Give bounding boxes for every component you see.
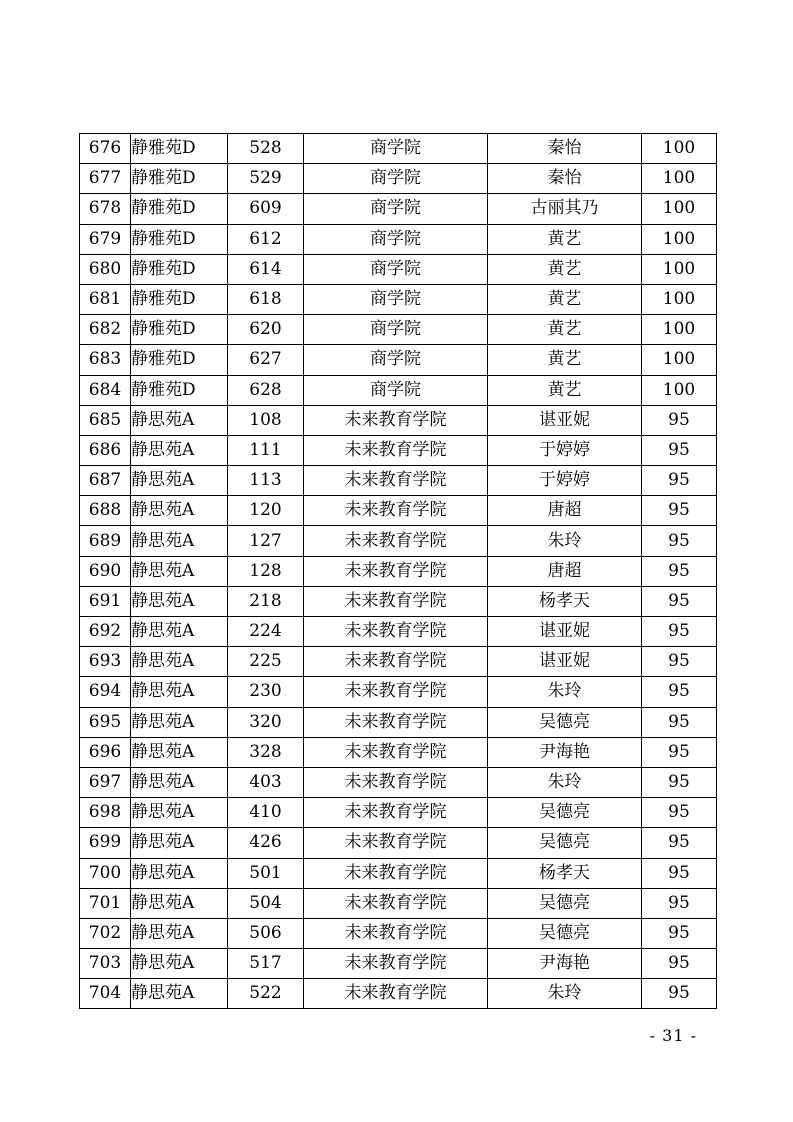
building-cell: 静思苑A: [131, 405, 228, 435]
college-cell: 未来教育学院: [304, 586, 488, 616]
college-cell: 未来教育学院: [304, 979, 488, 1009]
row-number-cell: 688: [80, 496, 131, 526]
score-cell: 100: [642, 345, 717, 375]
college-cell: 未来教育学院: [304, 617, 488, 647]
table-row: [80, 677, 717, 707]
table-row: [80, 617, 717, 647]
row-number-cell: 678: [80, 194, 131, 224]
building-cell: 静思苑A: [131, 888, 228, 918]
score-cell: 95: [642, 647, 717, 677]
score-cell: 95: [642, 435, 717, 465]
table-row: [80, 798, 717, 828]
building-cell: 静思苑A: [131, 617, 228, 647]
room-cell: 426: [228, 828, 304, 858]
room-cell: 618: [228, 284, 304, 314]
room-cell: 230: [228, 677, 304, 707]
building-cell: 静思苑A: [131, 737, 228, 767]
building-cell: 静思苑A: [131, 979, 228, 1009]
college-cell: 商学院: [304, 284, 488, 314]
room-cell: 627: [228, 345, 304, 375]
row-number-cell: 677: [80, 164, 131, 194]
score-cell: 95: [642, 617, 717, 647]
room-cell: 620: [228, 315, 304, 345]
room-cell: 127: [228, 526, 304, 556]
college-cell: 商学院: [304, 375, 488, 405]
page-number: - 31 -: [649, 1026, 697, 1045]
row-number-cell: 695: [80, 707, 131, 737]
row-number-cell: 676: [80, 134, 131, 164]
person-name-cell: 朱玲: [488, 767, 642, 797]
person-name-cell: 黄艺: [488, 284, 642, 314]
college-cell: 未来教育学院: [304, 918, 488, 948]
room-cell: 113: [228, 466, 304, 496]
college-cell: 未来教育学院: [304, 556, 488, 586]
person-name-cell: 吴德亮: [488, 888, 642, 918]
room-cell: 410: [228, 798, 304, 828]
person-name-cell: 吴德亮: [488, 828, 642, 858]
table-row: [80, 134, 717, 164]
person-name-cell: 谌亚妮: [488, 647, 642, 677]
score-cell: 95: [642, 918, 717, 948]
person-name-cell: 尹海艳: [488, 949, 642, 979]
score-cell: 95: [642, 707, 717, 737]
person-name-cell: 杨孝天: [488, 858, 642, 888]
score-cell: 100: [642, 315, 717, 345]
row-number-cell: 683: [80, 345, 131, 375]
room-cell: 529: [228, 164, 304, 194]
room-cell: 506: [228, 918, 304, 948]
college-cell: 未来教育学院: [304, 737, 488, 767]
score-cell: 100: [642, 224, 717, 254]
table-row: [80, 707, 717, 737]
college-cell: 未来教育学院: [304, 647, 488, 677]
building-cell: 静雅苑D: [131, 254, 228, 284]
person-name-cell: 吴德亮: [488, 707, 642, 737]
table-row: [80, 828, 717, 858]
row-number-cell: 682: [80, 315, 131, 345]
building-cell: 静雅苑D: [131, 224, 228, 254]
table-row: [80, 858, 717, 888]
building-cell: 静雅苑D: [131, 194, 228, 224]
row-number-cell: 690: [80, 556, 131, 586]
college-cell: 商学院: [304, 164, 488, 194]
row-number-cell: 691: [80, 586, 131, 616]
score-cell: 95: [642, 828, 717, 858]
person-name-cell: 黄艺: [488, 254, 642, 284]
building-cell: 静雅苑D: [131, 315, 228, 345]
room-cell: 628: [228, 375, 304, 405]
building-cell: 静雅苑D: [131, 345, 228, 375]
room-cell: 224: [228, 617, 304, 647]
row-number-cell: 680: [80, 254, 131, 284]
building-cell: 静思苑A: [131, 949, 228, 979]
row-number-cell: 679: [80, 224, 131, 254]
college-cell: 商学院: [304, 315, 488, 345]
person-name-cell: 黄艺: [488, 224, 642, 254]
table-row: [80, 284, 717, 314]
building-cell: 静雅苑D: [131, 375, 228, 405]
building-cell: 静思苑A: [131, 828, 228, 858]
row-number-cell: 681: [80, 284, 131, 314]
score-cell: 100: [642, 134, 717, 164]
score-cell: 95: [642, 526, 717, 556]
person-name-cell: 唐超: [488, 556, 642, 586]
room-cell: 517: [228, 949, 304, 979]
table-row: [80, 224, 717, 254]
room-cell: 614: [228, 254, 304, 284]
person-name-cell: 谌亚妮: [488, 617, 642, 647]
college-cell: 未来教育学院: [304, 888, 488, 918]
score-cell: 95: [642, 949, 717, 979]
row-number-cell: 687: [80, 466, 131, 496]
person-name-cell: 吴德亮: [488, 798, 642, 828]
score-cell: 95: [642, 858, 717, 888]
college-cell: 商学院: [304, 134, 488, 164]
person-name-cell: 朱玲: [488, 526, 642, 556]
score-cell: 95: [642, 677, 717, 707]
row-number-cell: 701: [80, 888, 131, 918]
college-cell: 未来教育学院: [304, 435, 488, 465]
row-number-cell: 685: [80, 405, 131, 435]
college-cell: 未来教育学院: [304, 949, 488, 979]
score-cell: 100: [642, 375, 717, 405]
room-cell: 111: [228, 435, 304, 465]
table-row: [80, 737, 717, 767]
person-name-cell: 黄艺: [488, 375, 642, 405]
person-name-cell: 杨孝天: [488, 586, 642, 616]
score-cell: 100: [642, 254, 717, 284]
score-cell: 95: [642, 556, 717, 586]
college-cell: 未来教育学院: [304, 405, 488, 435]
score-cell: 95: [642, 405, 717, 435]
person-name-cell: 谌亚妮: [488, 405, 642, 435]
score-cell: 95: [642, 979, 717, 1009]
building-cell: 静思苑A: [131, 586, 228, 616]
room-cell: 501: [228, 858, 304, 888]
score-cell: 95: [642, 466, 717, 496]
room-cell: 403: [228, 767, 304, 797]
person-name-cell: 秦怡: [488, 134, 642, 164]
table-row: [80, 526, 717, 556]
college-cell: 商学院: [304, 224, 488, 254]
building-cell: 静雅苑D: [131, 284, 228, 314]
table-row: [80, 315, 717, 345]
building-cell: 静思苑A: [131, 466, 228, 496]
row-number-cell: 703: [80, 949, 131, 979]
college-cell: 未来教育学院: [304, 496, 488, 526]
building-cell: 静思苑A: [131, 707, 228, 737]
score-cell: 95: [642, 586, 717, 616]
table-row: [80, 888, 717, 918]
person-name-cell: 吴德亮: [488, 918, 642, 948]
person-name-cell: 尹海艳: [488, 737, 642, 767]
college-cell: 未来教育学院: [304, 858, 488, 888]
room-cell: 320: [228, 707, 304, 737]
person-name-cell: 秦怡: [488, 164, 642, 194]
dormitory-score-table: [79, 133, 717, 1009]
building-cell: 静思苑A: [131, 767, 228, 797]
score-cell: 100: [642, 164, 717, 194]
table-row: [80, 918, 717, 948]
score-cell: 100: [642, 194, 717, 224]
row-number-cell: 700: [80, 858, 131, 888]
table-row: [80, 979, 717, 1009]
row-number-cell: 684: [80, 375, 131, 405]
row-number-cell: 693: [80, 647, 131, 677]
room-cell: 528: [228, 134, 304, 164]
score-cell: 95: [642, 767, 717, 797]
college-cell: 未来教育学院: [304, 707, 488, 737]
college-cell: 商学院: [304, 254, 488, 284]
row-number-cell: 699: [80, 828, 131, 858]
person-name-cell: 朱玲: [488, 979, 642, 1009]
building-cell: 静思苑A: [131, 435, 228, 465]
room-cell: 522: [228, 979, 304, 1009]
college-cell: 商学院: [304, 345, 488, 375]
score-cell: 95: [642, 888, 717, 918]
row-number-cell: 694: [80, 677, 131, 707]
row-number-cell: 686: [80, 435, 131, 465]
score-cell: 95: [642, 798, 717, 828]
score-cell: 100: [642, 284, 717, 314]
table-row: [80, 254, 717, 284]
room-cell: 218: [228, 586, 304, 616]
person-name-cell: 唐超: [488, 496, 642, 526]
table-row: [80, 194, 717, 224]
table-row: [80, 375, 717, 405]
college-cell: 未来教育学院: [304, 798, 488, 828]
table-row: [80, 647, 717, 677]
room-cell: 128: [228, 556, 304, 586]
college-cell: 未来教育学院: [304, 767, 488, 797]
person-name-cell: 朱玲: [488, 677, 642, 707]
table-row: [80, 164, 717, 194]
building-cell: 静思苑A: [131, 858, 228, 888]
building-cell: 静思苑A: [131, 918, 228, 948]
room-cell: 504: [228, 888, 304, 918]
row-number-cell: 696: [80, 737, 131, 767]
row-number-cell: 704: [80, 979, 131, 1009]
table-row: [80, 405, 717, 435]
table-row: [80, 586, 717, 616]
row-number-cell: 702: [80, 918, 131, 948]
table-row: [80, 466, 717, 496]
building-cell: 静思苑A: [131, 647, 228, 677]
row-number-cell: 689: [80, 526, 131, 556]
building-cell: 静思苑A: [131, 798, 228, 828]
row-number-cell: 697: [80, 767, 131, 797]
table-row: [80, 345, 717, 375]
table-row: [80, 949, 717, 979]
table-row: [80, 767, 717, 797]
building-cell: 静思苑A: [131, 496, 228, 526]
person-name-cell: 黄艺: [488, 315, 642, 345]
room-cell: 108: [228, 405, 304, 435]
score-cell: 95: [642, 737, 717, 767]
table-row: [80, 435, 717, 465]
college-cell: 未来教育学院: [304, 466, 488, 496]
college-cell: 未来教育学院: [304, 677, 488, 707]
room-cell: 612: [228, 224, 304, 254]
room-cell: 120: [228, 496, 304, 526]
table-body: [80, 134, 717, 1009]
person-name-cell: 于婷婷: [488, 466, 642, 496]
room-cell: 225: [228, 647, 304, 677]
table-row: [80, 556, 717, 586]
room-cell: 609: [228, 194, 304, 224]
college-cell: 未来教育学院: [304, 526, 488, 556]
table-row: [80, 496, 717, 526]
building-cell: 静雅苑D: [131, 134, 228, 164]
row-number-cell: 698: [80, 798, 131, 828]
college-cell: 商学院: [304, 194, 488, 224]
person-name-cell: 黄艺: [488, 345, 642, 375]
building-cell: 静思苑A: [131, 677, 228, 707]
building-cell: 静思苑A: [131, 556, 228, 586]
row-number-cell: 692: [80, 617, 131, 647]
person-name-cell: 于婷婷: [488, 435, 642, 465]
college-cell: 未来教育学院: [304, 828, 488, 858]
building-cell: 静雅苑D: [131, 164, 228, 194]
score-cell: 95: [642, 496, 717, 526]
building-cell: 静思苑A: [131, 526, 228, 556]
person-name-cell: 古丽其乃: [488, 194, 642, 224]
room-cell: 328: [228, 737, 304, 767]
